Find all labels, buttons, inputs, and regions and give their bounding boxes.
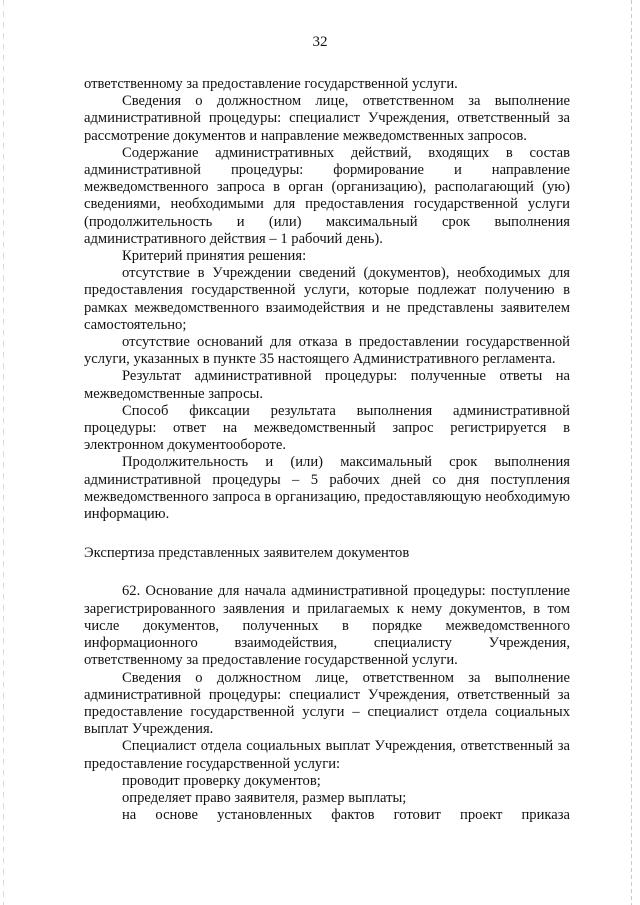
paragraph: Критерий принятия решения: [122, 248, 307, 265]
paragraph: ответственному за предоставление государственной услуги. [84, 76, 458, 92]
paragraph: отсутствие оснований для отказа в предоставлении государственной услуги, указанных в пункте 35 настоящего Административного регламента. [84, 334, 570, 368]
list-item: определяет право заявителя, размер выплаты; [122, 789, 407, 806]
paragraph: Результат административной процедуры: полученные ответы на межведомственные запросы. [84, 368, 570, 402]
scan-edge-left [3, 0, 4, 905]
paragraph: Специалист отдела социальных выплат Учреждения, ответственный за предоставление государственной услуги: [84, 738, 570, 772]
paragraph: Продолжительность и (или) максимальный срок выполнения административной процедуры – 5 рабочих дней со дня поступления межведомственного запроса в организацию, предоставляющую необходимую информацию. [84, 454, 570, 523]
list-item: проводит проверку документов; [122, 772, 321, 789]
list-item: на основе установленных фактов готовит проект приказа [122, 807, 570, 824]
document-body [84, 76, 570, 824]
paragraph: Способ фиксации результата выполнения административной процедуры: ответ на межведомственный запрос регистрируется в электронном документообороте. [84, 402, 570, 454]
paragraph: Сведения о должностном лице, ответственном за выполнение административной процедуры: специалист Учреждения, ответственный за предоставление государственной услуги – специалист отдела социальных выплат Учреждения. [84, 669, 570, 738]
page-number: 32 [312, 34, 328, 50]
section-heading: Экспертиза представленных заявителем документов [84, 545, 410, 562]
paragraph: Сведения о должностном лице, ответственном за выполнение административной процедуры: специалист Учреждения, ответственный за рассмотрение документов и направление межведомственных запросов. [84, 93, 570, 144]
paragraph: 62. Основание для начала административной процедуры: поступление зарегистрированного заявления и прилагаемых к нему документов, в том числе документов, полученных в порядке межведомственного информационного взаимодействия, специалисту Учреждения, ответственному за предоставление государственной услуги. [84, 583, 570, 669]
paragraph: отсутствие в Учреждении сведений (документов), необходимых для предоставления государственной услуги, которые подлежат получению в рамках межведомственного взаимодействия и не представлены заявителем самостоятельно; [84, 265, 570, 333]
paragraph: Содержание административных действий, входящих в состав административной процедуры: формирование и направление межведомственного запроса в орган (организацию), располагающий (ую) сведениями, необходимыми для предоставления государственной услуги (продолжительность и (или) максимальный срок выполнения административного действия – 1 рабочий день). [84, 144, 570, 247]
scan-edge-right [631, 0, 632, 905]
